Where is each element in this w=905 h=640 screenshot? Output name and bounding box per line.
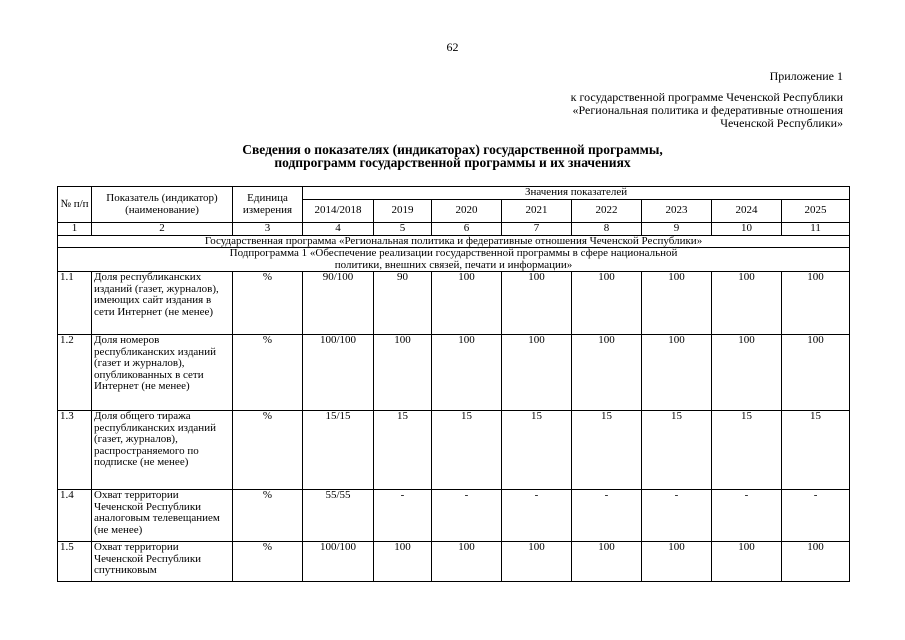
row-value: 100	[642, 272, 712, 335]
row-value: 100	[432, 335, 502, 411]
row-value: 100/100	[303, 335, 374, 411]
document-title	[0, 143, 905, 169]
row-value: 15	[642, 411, 712, 490]
appendix-line: Чеченской Республики»	[720, 116, 843, 130]
row-value: 100	[572, 335, 642, 411]
column-number: 11	[782, 223, 850, 236]
column-numbers-row	[58, 223, 850, 236]
row-value: 100	[374, 542, 432, 582]
row-value: 100	[572, 542, 642, 582]
row-value: -	[572, 490, 642, 542]
row-num: 1.2	[58, 335, 92, 411]
row-value: -	[642, 490, 712, 542]
appendix-title: Приложение 1	[769, 69, 843, 83]
document-title-line: Сведения о показателях (индикаторах) государственной программы,	[242, 142, 663, 157]
row-value: 100	[782, 335, 850, 411]
row-value: 90	[374, 272, 432, 335]
row-value: 100	[712, 335, 782, 411]
header-year: 2024	[712, 200, 782, 223]
row-unit: %	[233, 272, 303, 335]
indicators-table	[57, 186, 850, 582]
row-unit: %	[233, 490, 303, 542]
row-value: 55/55	[303, 490, 374, 542]
row-unit: %	[233, 411, 303, 490]
header-year: 2020	[432, 200, 502, 223]
row-value: 100	[642, 335, 712, 411]
row-value: 100	[782, 542, 850, 582]
column-number: 9	[642, 223, 712, 236]
row-unit: %	[233, 335, 303, 411]
header-num: № п/п	[58, 187, 92, 223]
header-row	[58, 187, 850, 200]
column-number: 10	[712, 223, 782, 236]
column-number: 1	[58, 223, 92, 236]
header-values-group: Значения показателей	[303, 187, 850, 200]
column-number: 8	[572, 223, 642, 236]
row-indicator-name: Доля общего тиража республиканских изданий (газет, журналов), распространяемого по подписке (не менее)	[92, 411, 233, 490]
row-indicator-name: Охват территории Чеченской Республики спутниковым	[92, 542, 233, 582]
row-value: 100	[374, 335, 432, 411]
row-value: 15	[572, 411, 642, 490]
program-title: Государственная программа «Региональная политика и федеративные отношения Чеченской Республики»	[58, 235, 850, 248]
table-row	[58, 542, 850, 582]
row-value: 100	[432, 542, 502, 582]
row-num: 1.5	[58, 542, 92, 582]
row-value: 100	[642, 542, 712, 582]
column-number: 7	[502, 223, 572, 236]
row-value: 100	[502, 542, 572, 582]
row-value: 100	[782, 272, 850, 335]
row-value: 15/15	[303, 411, 374, 490]
row-indicator-name: Охват территории Чеченской Республики аналоговым телевещанием (не менее)	[92, 490, 233, 542]
column-number: 6	[432, 223, 502, 236]
row-value: 90/100	[303, 272, 374, 335]
row-value: 100	[572, 272, 642, 335]
header-year: 2022	[572, 200, 642, 223]
row-value: 100	[432, 272, 502, 335]
header-year: 2014/2018	[303, 200, 374, 223]
row-indicator-name: Доля республиканских изданий (газет, журналов), имеющих сайт издания в сети Интернет (не менее)	[92, 272, 233, 335]
row-value: 100/100	[303, 542, 374, 582]
column-number: 2	[92, 223, 233, 236]
row-value: 15	[502, 411, 572, 490]
row-value: 100	[712, 272, 782, 335]
row-value: 15	[782, 411, 850, 490]
row-value: -	[782, 490, 850, 542]
table-row	[58, 411, 850, 490]
row-value: 100	[712, 542, 782, 582]
row-value: -	[712, 490, 782, 542]
row-unit: %	[233, 542, 303, 582]
row-num: 1.1	[58, 272, 92, 335]
row-value: 15	[712, 411, 782, 490]
header-indicator: Показатель (индикатор) (наименование)	[92, 187, 233, 223]
appendix-line: «Региональная политика и федеративные отношения	[572, 103, 843, 117]
appendix-block	[571, 70, 843, 130]
header-unit: Единица измерения	[233, 187, 303, 223]
header-year: 2025	[782, 200, 850, 223]
header-year: 2023	[642, 200, 712, 223]
row-indicator-name: Доля номеров республиканских изданий (газет и журналов), опубликованных в сети Интернет (не менее)	[92, 335, 233, 411]
table-row	[58, 272, 850, 335]
column-number: 4	[303, 223, 374, 236]
document-title-line: подпрограмм государственной программы и их значениях	[274, 155, 631, 170]
row-num: 1.4	[58, 490, 92, 542]
subprogram-row	[58, 248, 850, 272]
row-num: 1.3	[58, 411, 92, 490]
row-value: 15	[432, 411, 502, 490]
table-row	[58, 490, 850, 542]
row-value: 15	[374, 411, 432, 490]
row-value: -	[432, 490, 502, 542]
column-number: 3	[233, 223, 303, 236]
row-value: -	[374, 490, 432, 542]
subprogram-title: Подпрограмма 1 «Обеспечение реализации государственной программы в сфере национальной политики, внешних связей, печати и информации»	[58, 248, 850, 272]
row-value: 100	[502, 335, 572, 411]
row-value: 100	[502, 272, 572, 335]
page-number: 62	[446, 40, 459, 54]
appendix-line: к государственной программе Чеченской Республики	[570, 90, 843, 104]
header-year: 2021	[502, 200, 572, 223]
program-row	[58, 235, 850, 248]
column-number: 5	[374, 223, 432, 236]
table-row	[58, 335, 850, 411]
header-year: 2019	[374, 200, 432, 223]
row-value: -	[502, 490, 572, 542]
